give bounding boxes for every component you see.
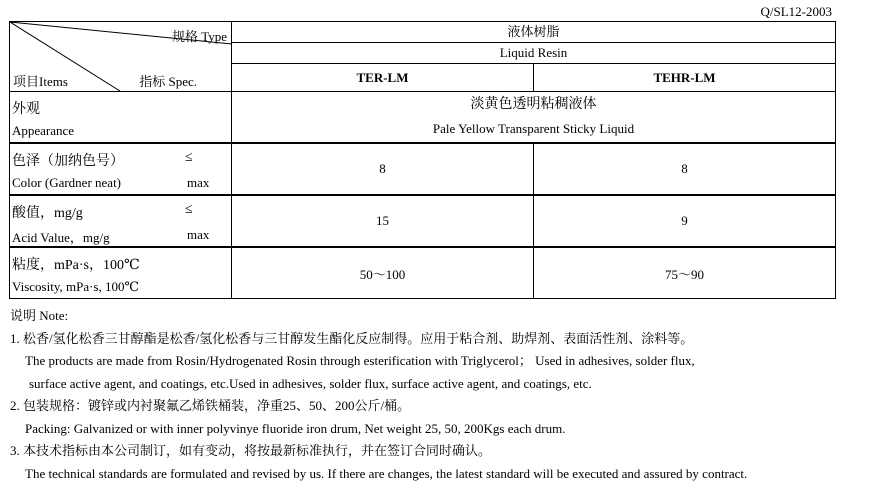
type-label: 规格 Type bbox=[172, 26, 227, 45]
note-2-en: Packing: Galvanized or with inner polyvinye fluoride iron drum, Net weight 25, 50, 200Kgs each drum. bbox=[10, 418, 870, 441]
note-3-cn: 3. 本技术指标由本公司制订，如有变动，将按最新标准执行，并在签订合同时确认。 bbox=[10, 440, 870, 463]
row-viscosity-head bbox=[10, 247, 232, 299]
note-3-en: The technical standards are formulated and revised by us. If there are changes, the latest standard will be executed and assured by contract. bbox=[10, 463, 870, 485]
row-name-cn: 酸值，mg/g bbox=[12, 202, 83, 222]
limit-text: max bbox=[187, 227, 209, 243]
row-name-cn: 粘度，mPa·s，100℃ bbox=[12, 254, 140, 274]
appearance-value bbox=[232, 92, 836, 144]
product-name-cn: 液体树脂 bbox=[232, 22, 836, 43]
note-1-en-line1: The products are made from Rosin/Hydrogenated Rosin through esterification with Triglycerol； Used in adhesives, solder flux, bbox=[10, 350, 870, 373]
row-name-en: Acid Value，mg/g bbox=[12, 227, 110, 246]
limit-symbol: ≤ bbox=[185, 150, 193, 166]
limit-symbol: ≤ bbox=[185, 202, 193, 218]
row-name-en: Appearance bbox=[12, 123, 74, 139]
row-name-en: Viscosity, mPa·s, 100℃ bbox=[12, 279, 139, 295]
appearance-value-cn: 淡黄色透明粘稠液体 bbox=[232, 93, 835, 117]
viscosity-tehr-lm: 75～90 bbox=[534, 247, 836, 299]
standard-code: Q/SL12-2003 bbox=[761, 4, 833, 20]
row-name-cn: 色泽（加纳色号） bbox=[12, 150, 124, 170]
table-row bbox=[10, 247, 836, 299]
note-1-en-line2: surface active agent, and coatings, etc.Used in adhesives, solder flux, surface active agent, and coatings, etc. bbox=[10, 373, 870, 396]
spec-table bbox=[9, 21, 836, 299]
color-tehr-lm: 8 bbox=[534, 143, 836, 195]
table-row bbox=[10, 143, 836, 195]
appearance-value-en: Pale Yellow Transparent Sticky Liquid bbox=[232, 117, 835, 141]
acid-tehr-lm: 9 bbox=[534, 195, 836, 247]
notes-section bbox=[10, 305, 870, 485]
limit-text: max bbox=[187, 175, 209, 191]
grade-ter-lm: TER-LM bbox=[232, 64, 534, 92]
row-color-head bbox=[10, 143, 232, 195]
diagonal-header-cell bbox=[10, 22, 232, 92]
product-name-en: Liquid Resin bbox=[232, 43, 836, 64]
notes-title: 说明 Note: bbox=[10, 305, 870, 328]
table-row bbox=[10, 92, 836, 144]
spec-label: 指标 Spec. bbox=[139, 71, 197, 90]
row-acid-head bbox=[10, 195, 232, 247]
viscosity-ter-lm: 50～100 bbox=[232, 247, 534, 299]
row-appearance-head bbox=[10, 92, 232, 144]
note-2-cn: 2. 包装规格：镀锌或内衬聚氟乙烯铁桶装，净重25、50、200公斤/桶。 bbox=[10, 395, 870, 418]
color-ter-lm: 8 bbox=[232, 143, 534, 195]
row-name-cn: 外观 bbox=[12, 98, 40, 118]
row-name-en: Color (Gardner neat) bbox=[12, 175, 121, 191]
note-1-cn: 1. 松香/氢化松香三甘醇酯是松香/氢化松香与三甘醇发生酯化反应制得。应用于粘合剂、助焊剂、表面活性剂、涂料等。 bbox=[10, 328, 870, 351]
items-label: 项目Items bbox=[13, 71, 68, 90]
acid-ter-lm: 15 bbox=[232, 195, 534, 247]
grade-tehr-lm: TEHR-LM bbox=[534, 64, 836, 92]
table-row bbox=[10, 195, 836, 247]
